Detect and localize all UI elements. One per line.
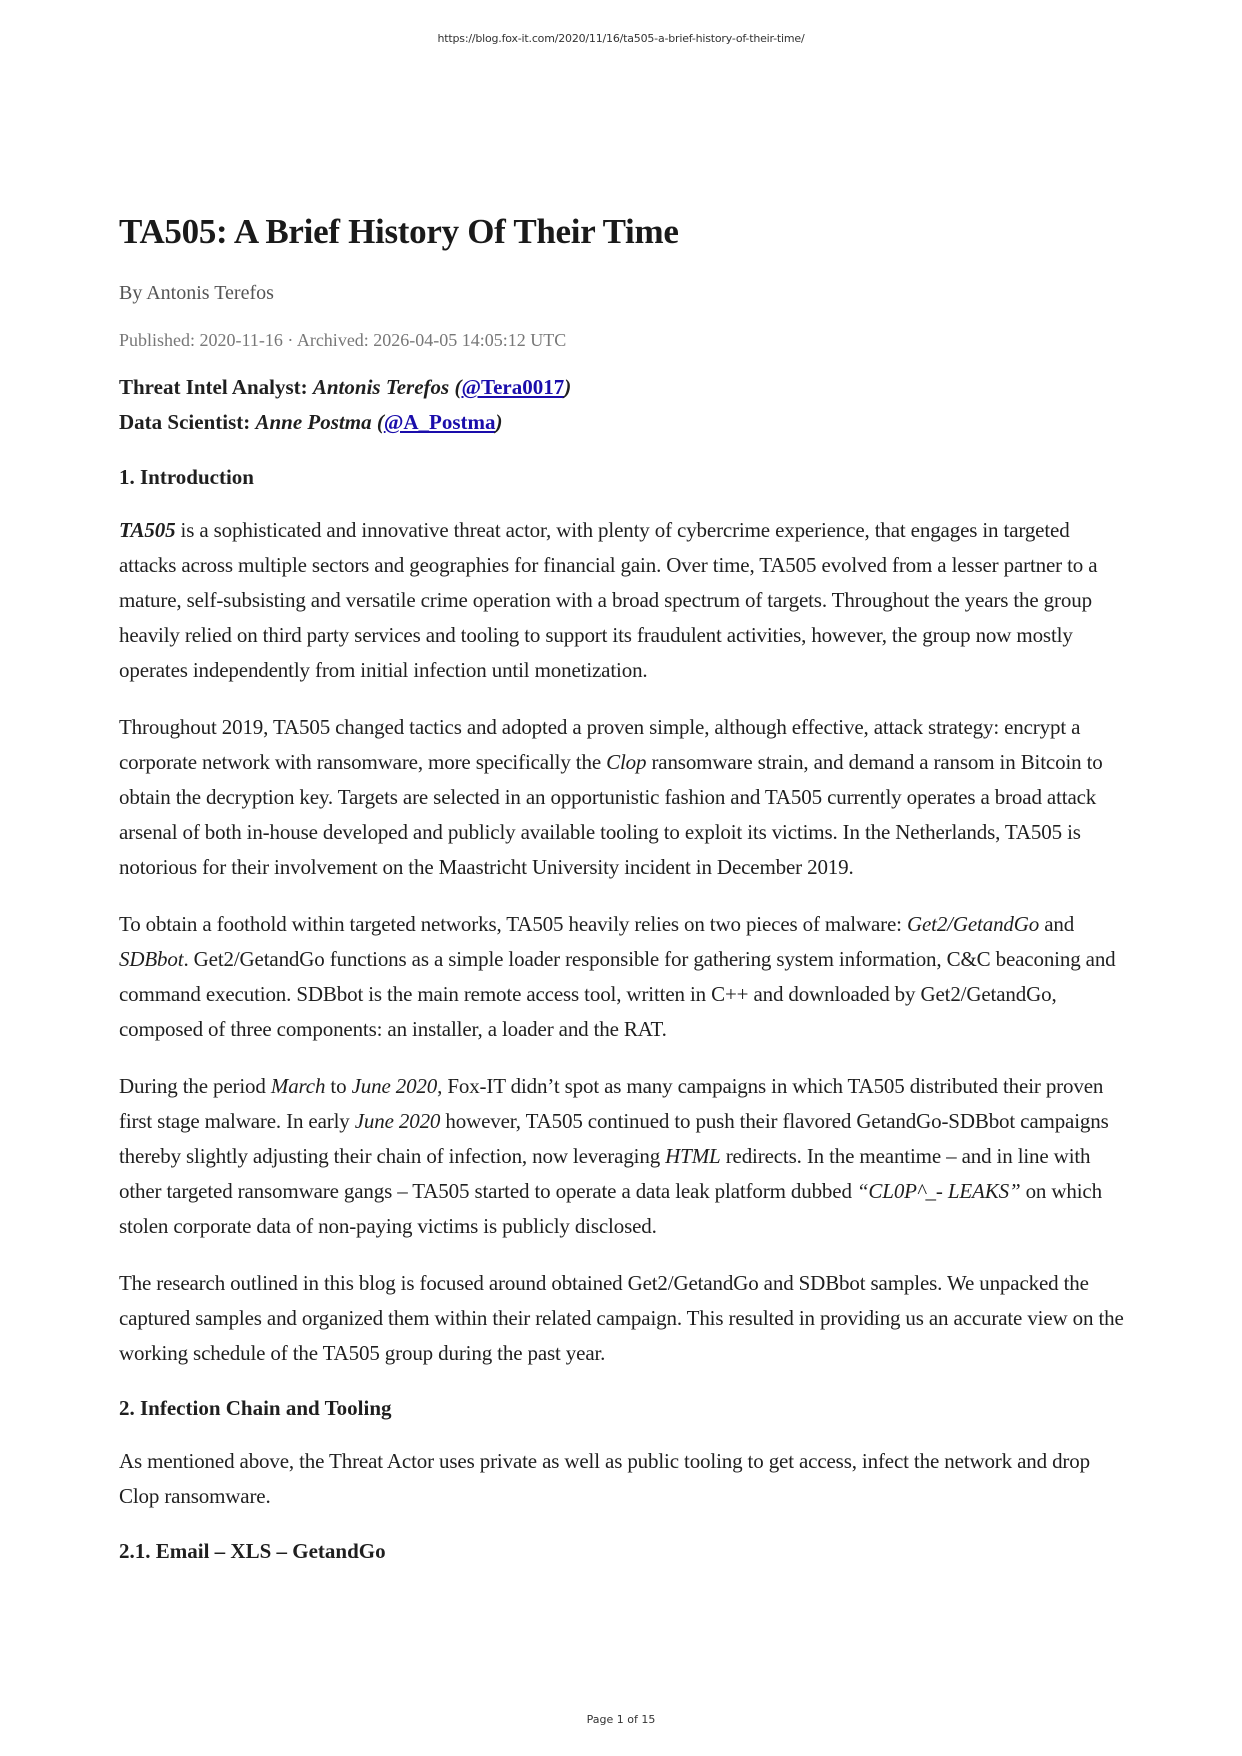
page-url-header: https://blog.fox-it.com/2020/11/16/ta505-a-brief-history-of-their-time/ [437, 32, 805, 45]
credits [119, 370, 1129, 440]
paren-close: ) [564, 375, 572, 399]
article-title: TA505: A Brief History Of Their Time [119, 212, 679, 251]
page-number-footer: Page 1 of 15 [586, 1713, 656, 1726]
credit-name: Antonis Terefos [312, 375, 450, 399]
paren-open: ( [376, 410, 384, 434]
credit-line [119, 405, 1129, 440]
paragraph-text: however, TA505 continued to push their flavored GetandGo-SDBbot campaigns thereby slightly adjusting their chain of infection, now leveraging [119, 1109, 1109, 1168]
paragraph-text: ransomware strain, and demand a ransom in Bitcoin to obtain the decryption key. Targets are selected in an opportunistic fashion and TA505 currently operates a broad attack arsenal of both in-house developed and publicly available tooling to exploit its victims. In the Netherlands, TA505 is notorious for their involvement on the Maastricht University incident in December 2019. [119, 750, 1103, 879]
emphasis: March [270, 1074, 326, 1098]
article-meta: Published: 2020-11-16 · Archived: 2026-04-05 14:05:12 UTC [119, 330, 567, 350]
paragraph: As mentioned above, the Threat Actor uses private as well as public tooling to get access, infect the network and drop Clop ransomware. [119, 1449, 1090, 1508]
twitter-link-a-postma[interactable]: @A_Postma [383, 410, 496, 434]
paren-close: ) [495, 410, 503, 434]
paragraph-text: is a sophisticated and innovative threat actor, with plenty of cybercrime experience, that engages in targeted attacks across multiple sectors and geographies for financial gain. Over time, TA505 evolved from a lesser partner to a mature, self-subsisting and versatile crime operation with a broad spectrum of targets. Throughout the years the group heavily relied on third party services and tooling to support its fraudulent activities, however, the group now mostly operates independently from initial infection until monetization. [119, 518, 1098, 682]
paragraph [119, 907, 1129, 1047]
paragraph-text: on which stolen corporate data of non-paying victims is publicly disclosed. [119, 1179, 1102, 1238]
twitter-link-tera0017[interactable]: @Tera0017 [461, 375, 565, 399]
section-heading-infection-chain: 2. Infection Chain and Tooling [119, 1396, 392, 1420]
credit-name: Anne Postma [255, 410, 372, 434]
paragraph [119, 513, 1129, 688]
emphasis: “CL0P^_- LEAKS” [856, 1179, 1021, 1203]
article-byline: By Antonis Terefos [119, 282, 274, 304]
paragraph-text: . Get2/GetandGo functions as a simple loader responsible for gathering system information, C&C beaconing and command execution. SDBbot is the main remote access tool, written in C++ and downloaded by Get2/GetandGo, composed of three components: an installer, a loader and the RAT. [119, 947, 1116, 1041]
subsection-heading-email-xls-getandgo: 2.1. Email – XLS – GetandGo [119, 1539, 386, 1563]
credit-role: Data Scientist: [119, 410, 251, 434]
emphasis: TA505 [119, 518, 176, 542]
credit-line [119, 370, 1129, 405]
emphasis: Get2/GetandGo [906, 912, 1040, 936]
paragraph-text: , Fox-IT didn’t spot as many campaigns in which TA505 distributed their proven first stage malware. In early [119, 1074, 1104, 1133]
section-heading-introduction: 1. Introduction [119, 465, 254, 489]
credit-role: Threat Intel Analyst: [119, 375, 308, 399]
emphasis: HTML [665, 1144, 721, 1168]
paragraph [119, 1069, 1129, 1244]
paragraph-text: To obtain a foothold within targeted networks, TA505 heavily relies on two pieces of malware: [119, 912, 907, 936]
emphasis: Clop [606, 750, 647, 774]
emphasis: SDBbot [119, 947, 184, 971]
paragraph: The research outlined in this blog is focused around obtained Get2/GetandGo and SDBbot samples. We unpacked the captured samples and organized them within their related campaign. This resulted in providing us an accurate view on the working schedule of the TA505 group during the past year. [119, 1271, 1124, 1365]
article [119, 210, 1129, 1569]
paragraph-text: and [1039, 912, 1075, 936]
paragraph [119, 710, 1129, 885]
paragraph-text: During the period [119, 1074, 271, 1098]
paren-open: ( [454, 375, 462, 399]
paragraph-text: Throughout 2019, TA505 changed tactics and adopted a proven simple, although effective, attack strategy: encrypt a corporate network with ransomware, more specifically the [119, 715, 1081, 774]
paragraph-text: to [325, 1074, 352, 1098]
emphasis: June 2020 [351, 1074, 438, 1098]
emphasis: June 2020 [354, 1109, 441, 1133]
paragraph-text: redirects. In the meantime – and in line with other targeted ransomware gangs – TA505 started to operate a data leak platform dubbed [119, 1144, 1091, 1203]
